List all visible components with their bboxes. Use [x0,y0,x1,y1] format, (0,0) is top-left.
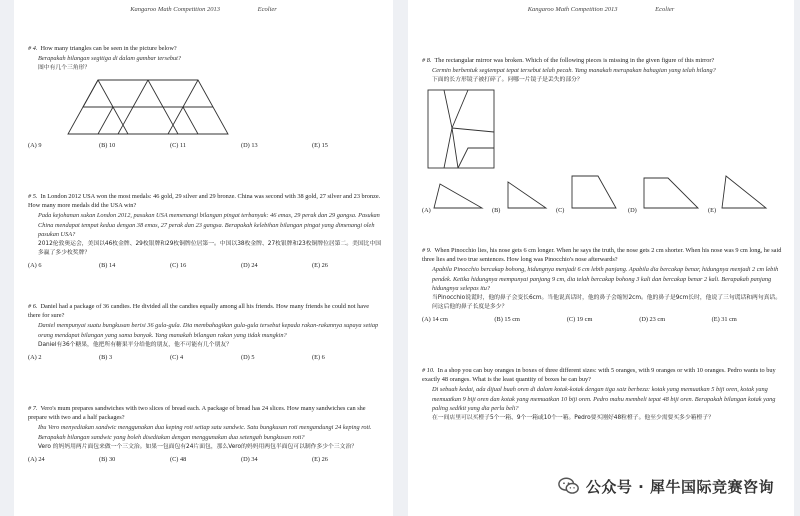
option-c[interactable]: (C) 4 [170,354,184,362]
question-text-en: In London 2012 USA won the most medals: 46 gold, 29 silver and 29 bronze. China was second with 38 gold, 27 silver and 23 bronze. How many more medals did the USA win? [28,193,381,210]
page-header [14,6,393,13]
question-text-en: The rectangular mirror was broken. Which of the following pieces is missing in the given figure of this mirror? [434,57,715,64]
header-title: Kangaroo Math Competition 2013 [527,6,618,13]
option-a[interactable]: (A) 24 [28,456,45,464]
question-text-ms: Pada kejohanan sukan London 2012, pasukan USA memenangi bilangan pingat terbanyak: 46 emas, 29 perak dan 29 gangsa. Pasukan China mendapat tempat kedua dengan 38 emas, 27 perak dan 23 gangsa. Berapakah kelebihan bilangan pingat yang dimenangi oleh pasukan USA? [38,212,380,238]
header-level: Ecolier [257,6,277,13]
option-a[interactable]: (A) 9 [28,141,42,149]
question-text-zh: 下面的长方形镜子被打碎了。问哪一片镜子是丢失的部分？ [432,77,583,84]
question-8 [422,56,784,216]
question-text-en: Daniel had a package of 36 candies. He divided all the candies equally among all his friends. How many friends he could not have there for sure? [28,303,370,320]
piece-label-d: (D) [628,206,637,214]
question-text-ms: Apabila Pinocchio bercakap bohong, hidungnya menjadi 6 cm lebih panjang. Apabila dia bercakap benar, hidungnya menjadi 2 cm lebih pendek. Ketika hidungnya mempunyai panjang 9 cm, dia telah bercakap bohong 3 kali dan bercakap benar 2 kali. Berapakah panjang hidungnya selepas itu? [432,266,779,292]
option-a[interactable]: (A) 6 [28,262,42,270]
answer-options [422,315,784,324]
mirror-pieces-options [422,172,782,216]
question-text-en: When Pinocchio lies, his nose gets 6 cm longer. When he says the truth, the nose gets 2 cm shorter. When his nose was 9 cm long, he said three lies and two true sentences. How long was Pinocchio's nose afterwards? [422,247,782,264]
option-b[interactable]: (B) 3 [99,354,113,362]
header-level: Ecolier [655,6,675,13]
question-text-zh: Vero 的妈妈用两片面包来做一个三文治。如果一包面包有24片面包，那么Vero的妈妈用两包半面包可以制作多少个三文治？ [38,443,358,450]
piece-label-e: (E) [708,206,717,214]
question-5 [28,192,383,271]
question-number: # 4. [28,45,38,52]
question-text-en: How many triangles can be seen in the picture below? [40,45,177,52]
option-b[interactable]: (B) 14 [99,262,116,270]
answer-options [28,455,383,464]
question-number: # 5. [28,193,38,200]
option-c[interactable]: (C) 16 [170,262,187,270]
question-6 [28,302,383,362]
option-a[interactable]: (A) 2 [28,354,42,362]
option-c[interactable]: (C) 19 cm [566,316,593,324]
option-e[interactable]: (E) 15 [312,141,328,149]
question-number: # 8. [422,57,432,64]
page-header [408,6,794,13]
option-c[interactable]: (C) 48 [170,456,187,464]
question-text-en: In a shop you can buy oranges in boxes of three different sizes: with 5 oranges, with 9 oranges or with 10 oranges. Pedro wants to buy exactly 48 oranges. What is the least quantity of boxes he can buy? [422,367,776,384]
answer-options [28,141,383,150]
watermark [552,474,780,498]
question-text-zh: 图中有几个三角形？ [38,65,91,72]
question-9 [422,246,784,325]
question-number: # 10. [422,367,435,374]
question-number: # 7. [28,405,38,412]
option-d[interactable]: (D) 24 [241,262,258,270]
question-text-zh: 在一间店里可以买橙子5个一箱、9个一箱或10个一箱。Pedro要买刚好48粒橙子。他至少需要买多少箱橙子？ [432,415,714,422]
watermark-text: 公众号 · 犀牛国际竞赛咨询 [585,477,774,496]
question-text-ms: Cermin berbentuk segiempat tepat tersebut telah pecah. Yang manakah merupakan bahagian yang telah hilang? [432,67,716,75]
option-b[interactable]: (B) 10 [99,141,116,149]
question-4 [28,44,383,150]
question-text-ms: Daniel mempunyai suatu bungkusan berisi 36 gula-gula. Dia membahagikan gula-gula tersebut kepada rakan-rakannya supaya setiap orang mendapat bilangan yang sama banyak. Yang manakah bilangan rakan yang tidak mungkin? [38,322,379,339]
question-text-zh: Daniel有36个糖果，他把所有糖果平分给他的朋友，他不可能有几个朋友？ [38,341,232,348]
question-text-ms: Ibu Vero menyediakan sandwic menggunakan dua keping roti setiap satu sandwic. Satu bungkusan roti mengandungi 24 keping roti. Berapakah bilangan sandwic yang boleh disediakan dengan menggunakan dua setengah bungkusan roti? [38,424,372,441]
option-d[interactable]: (D) 5 [241,354,255,362]
question-text-zh: 2012伦敦奥运会，美国以46枚金牌、29枚银牌和29枚铜牌位居第一。中国以38枚金牌、27枚银牌和23枚铜牌位居第二。美国比中国多赢了多少枚奖牌？ [38,241,382,257]
option-d[interactable]: (D) 13 [241,141,258,149]
option-d[interactable]: (D) 34 [241,456,258,464]
piece-label-c: (C) [556,206,565,214]
question-number: # 6. [28,303,38,310]
option-d[interactable]: (D) 23 cm [639,316,666,324]
triangle-grid-figure [58,76,238,138]
left-page [14,0,393,516]
option-b[interactable]: (B) 15 cm [494,316,520,324]
broken-mirror-figure [424,88,504,170]
question-7 [28,404,383,464]
question-10 [422,366,784,424]
piece-label-a: (A) [422,206,431,214]
question-text-en: Vero's mum prepares sandwiches with two slices of bread each. A package of bread has 24 slices. How many sandwiches can she prepare with two and a half packages? [28,405,366,422]
answer-options [28,353,383,362]
question-text-zh: 当Pinocchio说谎时，他的鼻子会变长6cm。当他说真话时，他的鼻子会缩短2cm。他的鼻子是9cm长时，他说了三句谎话和两句真话。问这后他的鼻子长度是多少？ [432,295,782,311]
option-b[interactable]: (B) 30 [99,456,116,464]
option-e[interactable]: (E) 26 [312,456,328,464]
wechat-icon [558,475,580,497]
option-e[interactable]: (E) 31 cm [711,316,737,324]
option-c[interactable]: (C) 11 [170,141,187,149]
option-e[interactable]: (E) 26 [312,262,328,270]
answer-options [28,261,383,270]
right-page [408,0,794,516]
option-e[interactable]: (E) 6 [312,354,325,362]
piece-label-b: (B) [492,206,501,214]
question-text-ms: Berapakah bilangan segitiga di dalam gambar tersebut? [38,55,182,63]
header-title: Kangaroo Math Competition 2013 [130,6,221,13]
question-text-ms: Di sebuah kedai, ada dijual buah oren di dalam kotak-kotak dengan tiga saiz berbeza: kotak yang memuatkan 5 biji oren, kotak yang memuatkan 9 biji oren dan kotak yang memuatkan 10 biji oren. Pedro mahu membeli tepat 48 biji oren. Berapakah bilangan kotak yang paling sedikit yang dia perlu beli? [432,386,776,412]
option-a[interactable]: (A) 14 cm [422,316,448,324]
question-number: # 9. [422,247,432,254]
